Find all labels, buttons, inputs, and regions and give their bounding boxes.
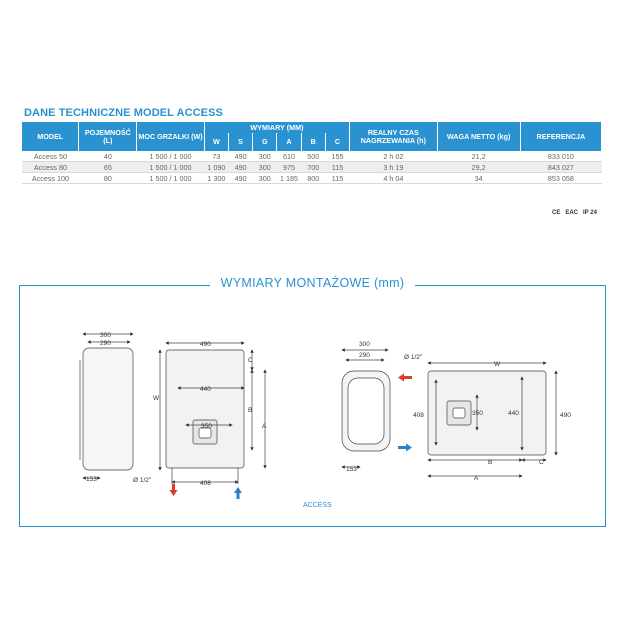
header-dim-c: C (325, 133, 349, 151)
side-view-drawing (80, 334, 160, 478)
cell-capacity: 80 (79, 173, 137, 184)
cell-reference: 853 058 (520, 173, 601, 184)
label-c-horizontal: C (539, 459, 544, 466)
mounting-title: WYMIARY MONTAŻOWE (mm) (210, 276, 415, 290)
label-pipe-front: Ø 1/2" (133, 477, 152, 484)
cell-dim-c: 115 (325, 173, 349, 184)
cell-power: 1 500 / 1 000 (137, 151, 204, 162)
label-a-horizontal: A (474, 475, 479, 482)
side-view-tank (83, 348, 133, 470)
label-350-front: 350 (201, 423, 212, 430)
cell-dim-b: 700 (301, 162, 325, 173)
cell-dim-a: 1 185 (277, 173, 301, 184)
cell-model: Access 100 (22, 173, 79, 184)
cell-heating-time: 4 h 04 (350, 173, 437, 184)
label-408-horizontal: 408 (413, 412, 424, 419)
label-440-horizontal: 440 (508, 410, 519, 417)
header-dimensions: WYMIARY (MM) (204, 122, 349, 133)
label-290-bracket: 290 (359, 352, 370, 359)
cell-power: 1 500 / 1 000 (137, 173, 204, 184)
cell-dim-g: 300 (253, 151, 277, 162)
label-w-side: W (153, 395, 160, 402)
horizontal-tank-outline (428, 371, 546, 455)
cell-dim-b: 500 (301, 151, 325, 162)
label-490-horizontal: 490 (560, 412, 571, 419)
cell-capacity: 65 (79, 162, 137, 173)
header-dim-b: B (301, 133, 325, 151)
hot-water-arrow-icon (170, 484, 178, 496)
cell-capacity: 40 (79, 151, 137, 162)
header-heating-time: REALNY CZAS NAGRZEWANIA (h) (350, 122, 437, 151)
bracket-side-drawing (342, 350, 390, 467)
mounting-caption: ACCESS (303, 502, 332, 509)
cell-weight: 29,2 (437, 162, 520, 173)
label-w-horizontal: W (494, 361, 501, 368)
cell-power: 1 500 / 1 000 (137, 162, 204, 173)
cell-weight: 21,2 (437, 151, 520, 162)
cell-heating-time: 2 h 02 (350, 151, 437, 162)
cell-model: Access 80 (22, 162, 79, 173)
cell-dim-s: 490 (228, 151, 252, 162)
label-pipe-bracket: Ø 1/2" (404, 354, 423, 361)
cell-heating-time: 3 h 19 (350, 162, 437, 173)
label-440-front: 440 (200, 386, 211, 393)
cell-reference: 833 010 (520, 151, 601, 162)
label-153-bracket: 153 (346, 466, 357, 473)
spec-title: DANE TECHNICZNE MODEL ACCESS (24, 107, 223, 119)
cold-water-arrow-icon (234, 487, 242, 499)
header-dim-s: S (228, 133, 252, 151)
cell-dim-g: 300 (253, 162, 277, 173)
cell-dim-w: 1 300 (204, 173, 228, 184)
header-reference: REFERENCJA (520, 122, 601, 151)
header-capacity: POJEMNOŚĆ (L) (79, 122, 137, 151)
cold-water-arrow-icon (398, 444, 412, 452)
label-b-front: B (248, 407, 253, 414)
cell-model: Access 50 (22, 151, 79, 162)
label-c-front: C (248, 357, 253, 364)
header-dim-a: A (277, 133, 301, 151)
cell-dim-b: 800 (301, 173, 325, 184)
cell-dim-s: 490 (228, 162, 252, 173)
label-300: 300 (100, 332, 111, 339)
header-model: MODEL (22, 122, 79, 151)
ce-mark: CE (552, 210, 561, 216)
header-dim-g: G (253, 133, 277, 151)
cell-dim-a: 610 (277, 151, 301, 162)
cell-dim-s: 490 (228, 173, 252, 184)
cell-dim-a: 975 (277, 162, 301, 173)
cell-dim-c: 155 (325, 151, 349, 162)
label-300-bracket: 300 (359, 341, 370, 348)
label-a-front: A (262, 423, 267, 430)
cell-dim-w: 1 090 (204, 162, 228, 173)
header-power: MOC GRZAŁKI (W) (137, 122, 204, 151)
eac-mark: EAC (565, 210, 579, 216)
front-view-tank (166, 350, 244, 468)
hot-water-arrow-icon (398, 374, 412, 382)
ip24-mark: IP 24 (583, 210, 597, 216)
header-weight: WAGA NETTO (kg) (437, 122, 520, 151)
header-dim-w: W (204, 133, 228, 151)
cell-reference: 843 027 (520, 162, 601, 173)
label-490-front: 490 (200, 341, 211, 348)
label-408-front: 408 (200, 480, 211, 487)
cell-dim-w: 73 (204, 151, 228, 162)
label-350-horizontal: 350 (472, 410, 483, 417)
label-290: 290 (100, 340, 111, 347)
cell-dim-c: 115 (325, 162, 349, 173)
cell-weight: 34 (437, 173, 520, 184)
label-153: 153 (86, 476, 97, 483)
label-b-horizontal: B (488, 459, 493, 466)
cell-dim-g: 300 (253, 173, 277, 184)
